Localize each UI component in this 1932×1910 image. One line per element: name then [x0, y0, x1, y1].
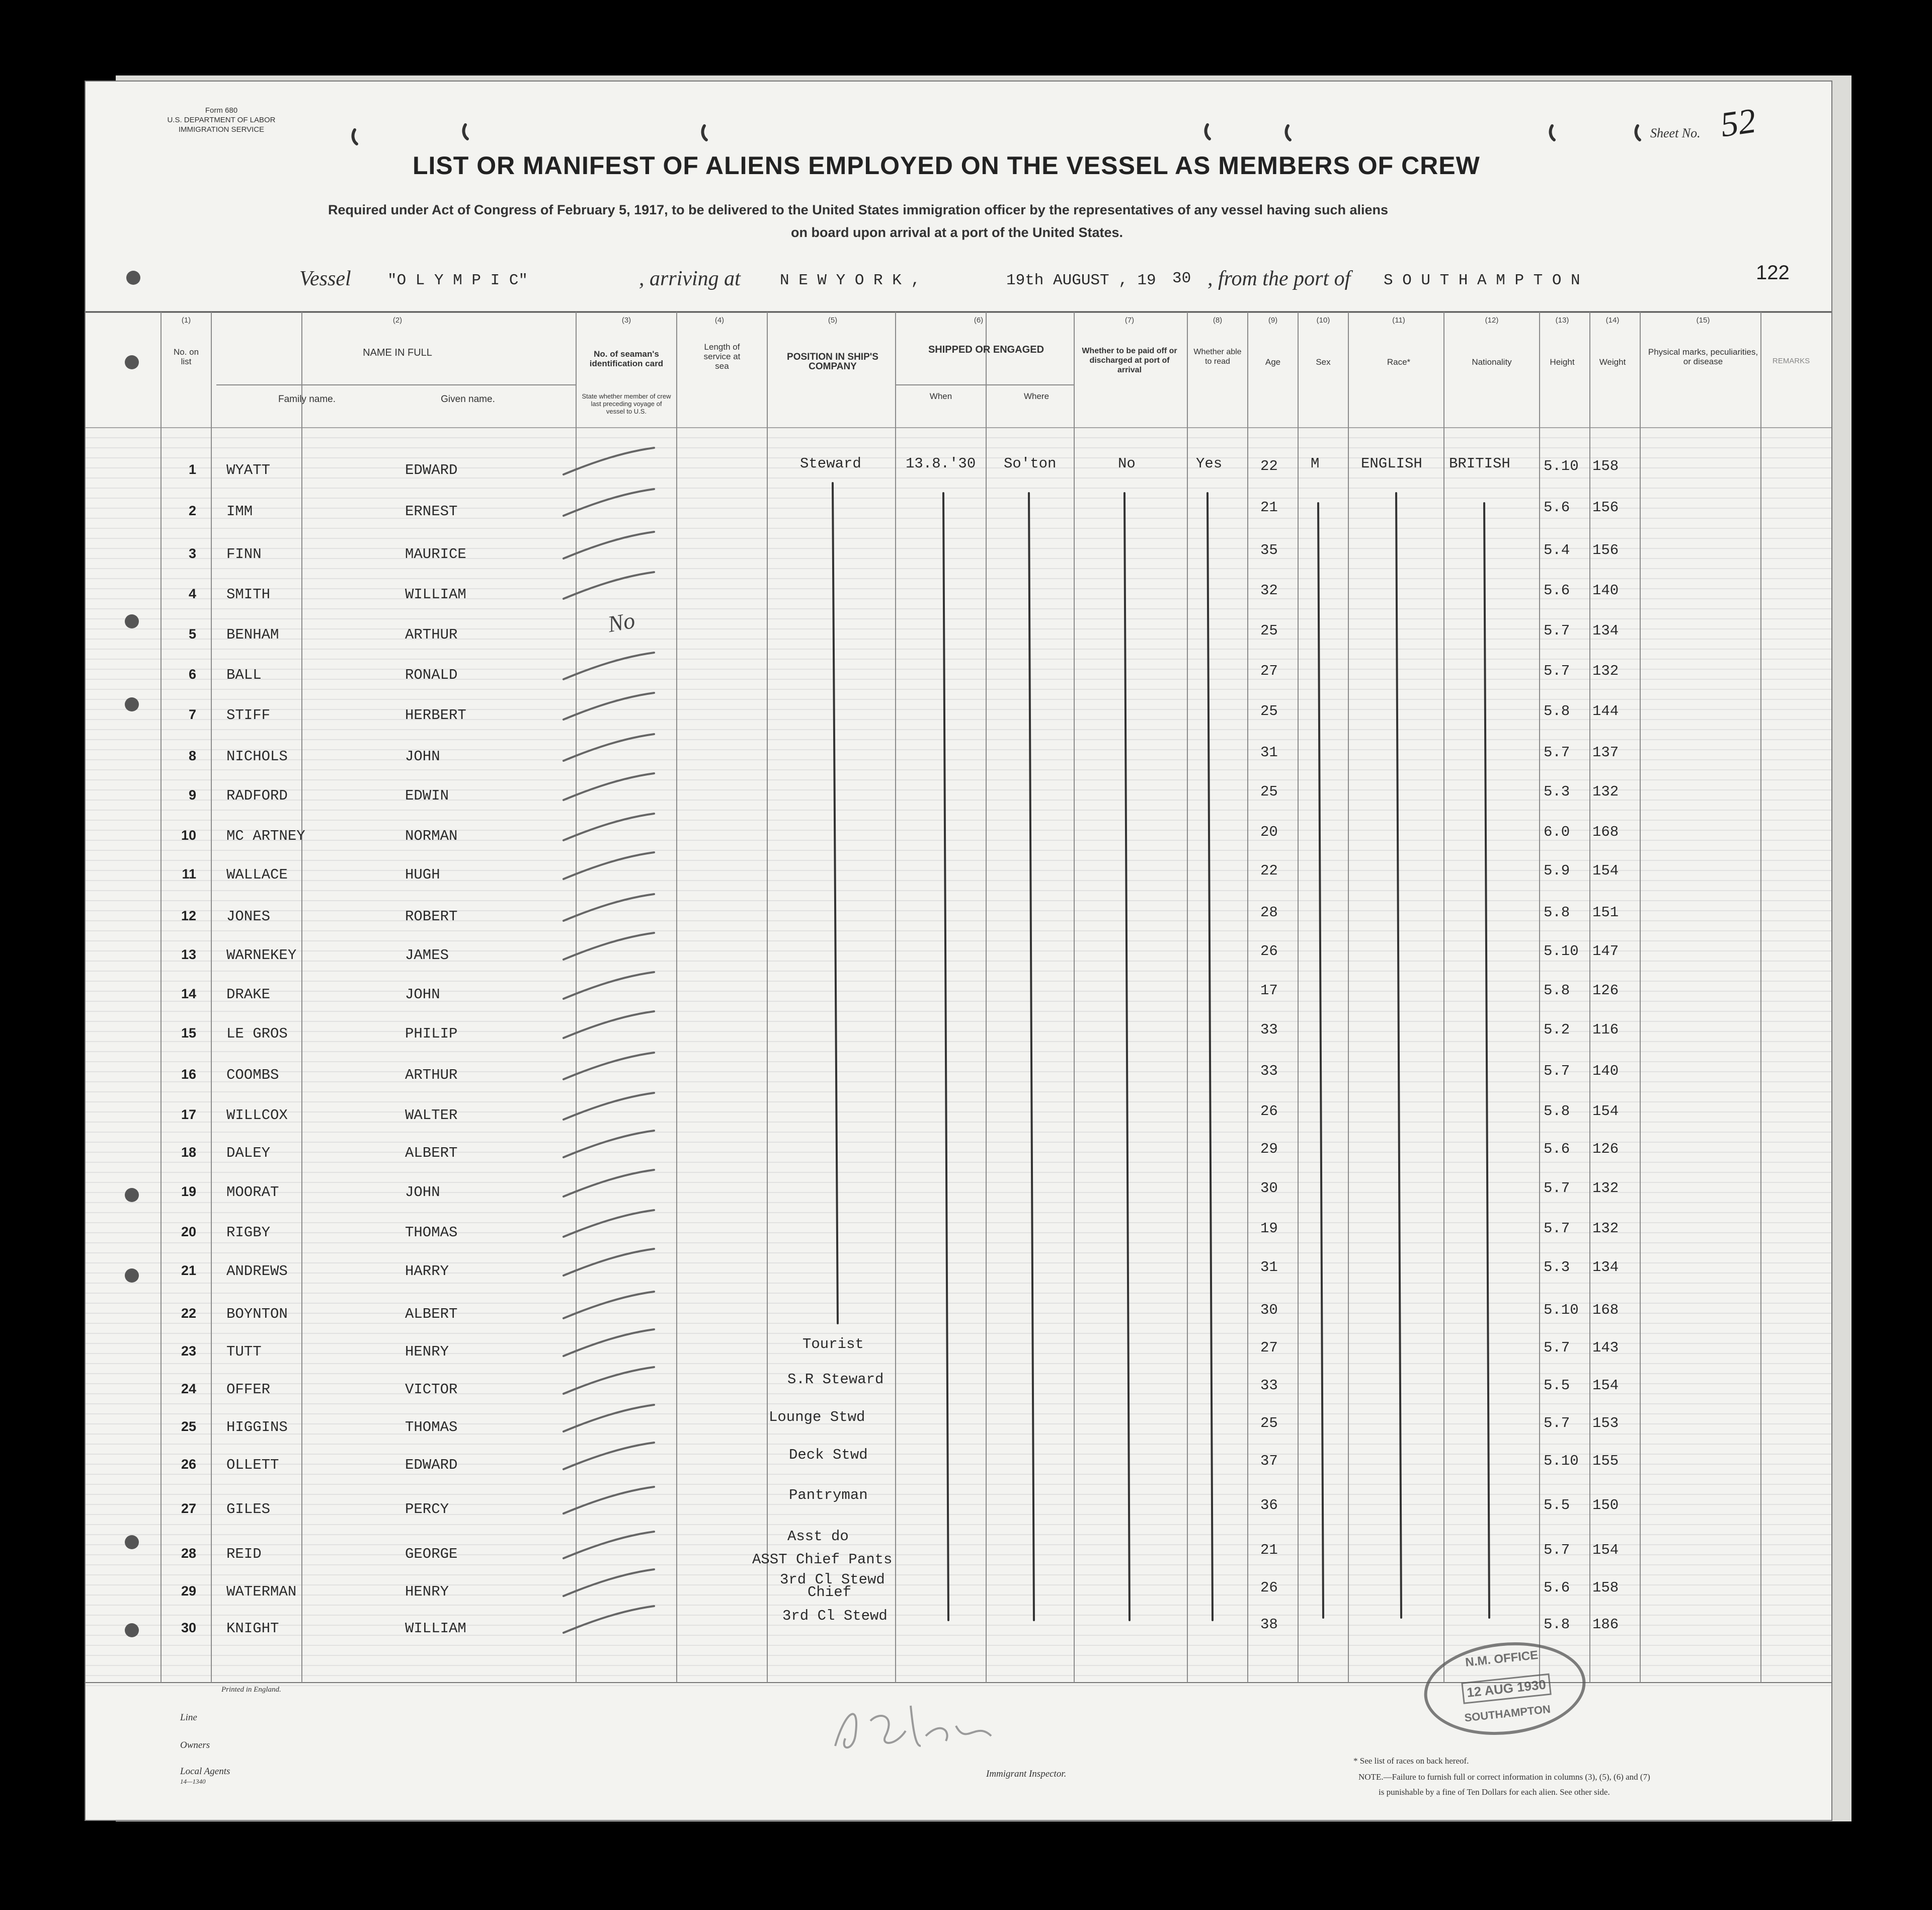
given-name: EDWIN	[405, 787, 449, 804]
row-number: 10	[181, 828, 196, 843]
row-number: 1	[188, 462, 196, 477]
weight-value: 154	[1592, 1377, 1619, 1394]
weight-value: 154	[1592, 1542, 1619, 1558]
row-number: 5	[188, 626, 196, 642]
age-value: 33	[1260, 1021, 1278, 1038]
position-entry: ASST Chief Pants	[752, 1551, 893, 1568]
height-value: 5.6	[1544, 499, 1570, 516]
col12-number: (12)	[1485, 316, 1499, 325]
weight-value: 116	[1592, 1021, 1619, 1038]
row-number: 21	[181, 1263, 196, 1278]
height-value: 5.7	[1544, 1542, 1570, 1558]
col3-number: (3)	[621, 316, 631, 325]
family-name: BENHAM	[226, 626, 279, 643]
given-name: GEORGE	[405, 1546, 458, 1562]
from-port-label: , from the port of	[1208, 267, 1351, 290]
age-value: 38	[1260, 1616, 1278, 1633]
family-name: WARNEKEY	[226, 947, 297, 964]
owners-label: Owners	[180, 1740, 210, 1750]
col12-heading: Nationality	[1472, 357, 1512, 367]
family-name: FINN	[226, 546, 262, 563]
col5-heading: POSITION IN SHIP'S COMPANY	[787, 352, 878, 372]
family-name: JONES	[226, 908, 271, 925]
stamp-date: 12 AUG 1930	[1461, 1674, 1552, 1704]
col7-number: (7)	[1124, 316, 1135, 325]
height-value: 5.7	[1544, 1339, 1570, 1356]
col13-heading: Height	[1550, 357, 1575, 367]
row-number: 13	[181, 947, 196, 962]
weight-value: 134	[1592, 622, 1619, 639]
age-value: 27	[1260, 1339, 1278, 1356]
row-number: 16	[181, 1067, 196, 1082]
col5-number: (5)	[828, 316, 838, 325]
weight-value: 126	[1592, 1141, 1619, 1157]
weight-value: 140	[1592, 582, 1619, 599]
age-value: 33	[1260, 1377, 1278, 1394]
position-entry: S.R Steward	[787, 1371, 884, 1388]
col2-given-heading: Given name.	[441, 394, 495, 405]
inspector-label: Immigrant Inspector.	[986, 1769, 1067, 1779]
height-value: 5.5	[1544, 1377, 1570, 1394]
given-name: ARTHUR	[405, 626, 458, 643]
weight-value: 156	[1592, 499, 1619, 516]
position-entry: Asst do	[787, 1528, 849, 1545]
weight-value: 126	[1592, 982, 1619, 999]
position-entry: Chief	[808, 1584, 852, 1601]
weight-value: 134	[1592, 1259, 1619, 1276]
race-note: * See list of races on back hereof.	[1353, 1756, 1469, 1766]
age-value: 25	[1260, 703, 1278, 720]
weight-value: 168	[1592, 824, 1619, 840]
row-number: 3	[188, 546, 196, 561]
shipped-when: 13.8.'30	[906, 455, 976, 472]
family-name: KNIGHT	[226, 1620, 279, 1637]
height-value: 5.7	[1544, 663, 1570, 679]
family-name: WILLCOX	[226, 1107, 288, 1124]
given-name: NORMAN	[405, 828, 458, 844]
weight-value: 150	[1592, 1497, 1619, 1514]
given-name: ERNEST	[405, 503, 458, 520]
family-name: LE GROS	[226, 1025, 288, 1042]
sheet-number: 52	[1718, 101, 1758, 145]
weight-value: 132	[1592, 663, 1619, 679]
given-name: MAURICE	[405, 546, 466, 563]
agents-label: Local Agents	[180, 1766, 230, 1777]
age-value: 35	[1260, 542, 1278, 559]
height-value: 5.7	[1544, 744, 1570, 761]
position-entry: 3rd Cl Stewd	[780, 1571, 885, 1588]
row-number: 12	[181, 908, 196, 923]
age-value: 28	[1260, 904, 1278, 921]
shipped-where: So'ton	[1004, 455, 1057, 472]
col6-heading: SHIPPED OR ENGAGED	[928, 344, 1044, 355]
given-name: HERBERT	[405, 707, 466, 724]
col8-number: (8)	[1213, 316, 1223, 325]
age-value: 30	[1260, 1180, 1278, 1197]
col6-number: (6)	[974, 316, 984, 325]
family-name: NICHOLS	[226, 748, 288, 765]
col4-number: (4)	[714, 316, 725, 325]
row-number: 30	[181, 1620, 196, 1635]
row-number: 23	[181, 1343, 196, 1359]
col3-heading: No. of seaman's identification card	[589, 349, 664, 368]
col1-number: (1)	[181, 316, 191, 325]
position-entry: Tourist	[802, 1336, 864, 1352]
departure-port: S O U T H A M P T O N	[1384, 272, 1580, 289]
given-name: ARTHUR	[405, 1067, 458, 1083]
col8-heading: Whether able to read	[1193, 348, 1242, 366]
weight-value: 158	[1592, 1579, 1619, 1596]
height-value: 5.8	[1544, 1616, 1570, 1633]
row-number: 25	[181, 1419, 196, 1434]
age-value: 26	[1260, 1103, 1278, 1120]
weight-value: 153	[1592, 1415, 1619, 1431]
vessel-label: Vessel	[299, 267, 351, 290]
age-value: 22	[1260, 458, 1278, 474]
weight-value: 155	[1592, 1453, 1619, 1469]
row-number: 2	[188, 503, 196, 518]
col6-when-heading: When	[929, 391, 952, 401]
col14-heading: Weight	[1599, 357, 1626, 367]
height-value: 5.10	[1544, 943, 1579, 960]
height-value: 6.0	[1544, 824, 1570, 840]
family-name: DRAKE	[226, 986, 271, 1003]
position-entry: 3rd Cl Stewd	[782, 1608, 888, 1624]
height-value: 5.7	[1544, 1180, 1570, 1197]
family-name: GILES	[226, 1501, 271, 1518]
page-number: 122	[1756, 262, 1790, 284]
age-value: 37	[1260, 1453, 1278, 1469]
family-name: WATERMAN	[226, 1583, 297, 1600]
height-value: 5.7	[1544, 1063, 1570, 1079]
given-name: HARRY	[405, 1263, 449, 1280]
weight-value: 137	[1592, 744, 1619, 761]
weight-value: 132	[1592, 783, 1619, 800]
col15-heading: Physical marks, peculiarities, or disease	[1648, 347, 1758, 366]
weight-value: 144	[1592, 703, 1619, 720]
height-value: 5.7	[1544, 1220, 1570, 1237]
subtitle-line-1: Required under Act of Congress of February 5, 1917, to be delivered to the United States immigration officer by the representatives of any vessel having such aliens	[328, 202, 1389, 217]
form-number: Form 680	[205, 106, 238, 115]
col11-heading: Race*	[1387, 357, 1411, 367]
col2-family-heading: Family name.	[278, 394, 336, 405]
height-value: 5.7	[1544, 1415, 1570, 1431]
col9-heading: Age	[1265, 357, 1281, 367]
age-value: 25	[1260, 783, 1278, 800]
family-name: HIGGINS	[226, 1419, 288, 1436]
printed-in-note: Printed in England.	[221, 1686, 281, 1694]
given-name: ALBERT	[405, 1306, 458, 1322]
height-value: 5.6	[1544, 582, 1570, 599]
stamp-top-text: N.M. OFFICE	[1465, 1648, 1539, 1669]
height-value: 5.2	[1544, 1021, 1570, 1038]
weight-value: 140	[1592, 1063, 1619, 1079]
given-name: WILLIAM	[405, 586, 466, 603]
col13-number: (13)	[1555, 316, 1569, 325]
col15-number: (15)	[1696, 316, 1710, 325]
age-value: 19	[1260, 1220, 1278, 1237]
form-code: 14—1340	[180, 1778, 206, 1785]
weight-value: 151	[1592, 904, 1619, 921]
col3-note: State whether member of crew last preceding voyage of vessel to U.S.	[582, 392, 671, 415]
weight-value: 156	[1592, 542, 1619, 559]
age-value: 30	[1260, 1302, 1278, 1318]
position-value: Steward	[800, 455, 861, 472]
col2-number: (2)	[392, 316, 403, 325]
row-number: 28	[181, 1546, 196, 1561]
age-value: 31	[1260, 744, 1278, 761]
subtitle-line-2: on board upon arrival at a port of the United States.	[791, 225, 1123, 240]
age-value: 20	[1260, 824, 1278, 840]
family-name: RADFORD	[226, 787, 288, 804]
col10-number: (10)	[1316, 316, 1330, 325]
family-name: RIGBY	[226, 1224, 271, 1241]
weight-value: 132	[1592, 1180, 1619, 1197]
given-name: PHILIP	[405, 1025, 458, 1042]
family-name: OFFER	[226, 1381, 271, 1398]
given-name: WILLIAM	[405, 1620, 466, 1637]
row-number: 6	[188, 667, 196, 682]
given-name: JOHN	[405, 748, 440, 765]
arriving-label: , arriving at	[639, 267, 741, 290]
age-value: 25	[1260, 1415, 1278, 1431]
weight-value: 168	[1592, 1302, 1619, 1318]
weight-value: 143	[1592, 1339, 1619, 1356]
row-number: 9	[188, 787, 196, 803]
row-number: 22	[181, 1306, 196, 1321]
family-name: OLLETT	[226, 1457, 279, 1473]
sheet-label: Sheet No.	[1650, 126, 1701, 140]
family-name: REID	[226, 1546, 262, 1562]
height-value: 5.5	[1544, 1497, 1570, 1514]
row-number: 11	[182, 866, 196, 882]
given-name: VICTOR	[405, 1381, 458, 1398]
position-entry: Pantryman	[789, 1487, 868, 1503]
given-name: JOHN	[405, 1184, 440, 1201]
height-value: 5.3	[1544, 1259, 1570, 1276]
given-name: PERCY	[405, 1501, 449, 1518]
row-number: 14	[181, 986, 196, 1001]
penalty-note-2: is punishable by a fine of Ten Dollars for each alien. See other side.	[1379, 1787, 1610, 1797]
age-value: 26	[1260, 1579, 1278, 1596]
height-value: 5.8	[1544, 1103, 1570, 1120]
col14-number: (14)	[1605, 316, 1620, 325]
age-value: 33	[1260, 1063, 1278, 1079]
given-name: EDWARD	[405, 462, 458, 479]
given-name: JAMES	[405, 947, 449, 964]
age-value: 32	[1260, 582, 1278, 599]
height-value: 5.10	[1544, 1453, 1579, 1469]
able-to-read-value: Yes	[1196, 455, 1223, 472]
age-value: 22	[1260, 862, 1278, 879]
height-value: 5.6	[1544, 1579, 1570, 1596]
age-value: 25	[1260, 622, 1278, 639]
family-name: MOORAT	[226, 1184, 279, 1201]
height-value: 5.7	[1544, 622, 1570, 639]
given-name: ROBERT	[405, 908, 458, 925]
given-name: THOMAS	[405, 1224, 458, 1241]
row-number: 26	[181, 1457, 196, 1472]
height-value: 5.3	[1544, 783, 1570, 800]
given-name: HENRY	[405, 1343, 449, 1360]
col1-heading: No. on list	[173, 347, 199, 366]
height-value: 5.10	[1544, 1302, 1579, 1318]
given-name: EDWARD	[405, 1457, 458, 1473]
family-name: STIFF	[226, 707, 271, 724]
weight-value: 186	[1592, 1616, 1619, 1633]
col4-heading: Length of service at sea	[703, 342, 741, 371]
family-name: MC ARTNEY	[226, 828, 305, 844]
col10-heading: Sex	[1316, 357, 1331, 367]
family-name: WYATT	[226, 462, 271, 479]
height-value: 5.9	[1544, 862, 1570, 879]
family-name: BOYNTON	[226, 1306, 288, 1322]
age-value: 26	[1260, 943, 1278, 960]
family-name: TUTT	[226, 1343, 262, 1360]
department-name: U.S. DEPARTMENT OF LABOR	[167, 116, 276, 124]
given-name: JOHN	[405, 986, 440, 1003]
height-value: 5.8	[1544, 904, 1570, 921]
penalty-note-1: NOTE.—Failure to furnish full or correct information in columns (3), (5), (6) and (7)	[1358, 1772, 1650, 1782]
col2-heading: NAME IN FULL	[363, 347, 432, 358]
nationality-value: BRITISH	[1449, 455, 1510, 472]
given-name: THOMAS	[405, 1419, 458, 1436]
row-number: 15	[181, 1025, 196, 1041]
sex-value: M	[1311, 455, 1320, 472]
arrival-port: N E W Y O R K ,	[780, 272, 921, 289]
position-entry: Lounge Stwd	[769, 1409, 865, 1425]
stamp-bottom-text: SOUTHAMPTON	[1464, 1702, 1551, 1724]
family-name: DALEY	[226, 1145, 271, 1161]
position-entry: Deck Stwd	[789, 1447, 868, 1463]
given-name: ALBERT	[405, 1145, 458, 1161]
remarks-heading: REMARKS	[1772, 357, 1810, 365]
height-value: 5.8	[1544, 703, 1570, 720]
family-name: ANDREWS	[226, 1263, 288, 1280]
race-value: ENGLISH	[1361, 455, 1422, 472]
col9-number: (9)	[1268, 316, 1278, 325]
row-number: 7	[188, 707, 196, 722]
family-name: WALLACE	[226, 866, 288, 883]
weight-value: 147	[1592, 943, 1619, 960]
age-value: 21	[1260, 1542, 1278, 1558]
col6-where-heading: Where	[1023, 391, 1050, 401]
vessel-name: "O L Y M P I C"	[387, 272, 528, 289]
col11-number: (11)	[1392, 316, 1405, 325]
family-name: COOMBS	[226, 1067, 279, 1083]
weight-value: 132	[1592, 1220, 1619, 1237]
row-number: 19	[181, 1184, 196, 1199]
age-value: 29	[1260, 1141, 1278, 1157]
row-number: 17	[181, 1107, 196, 1122]
given-name: HENRY	[405, 1583, 449, 1600]
row-number: 4	[188, 586, 196, 601]
age-value: 31	[1260, 1259, 1278, 1276]
inspector-signature	[825, 1691, 1016, 1761]
age-value: 36	[1260, 1497, 1278, 1514]
height-value: 5.10	[1544, 458, 1579, 474]
row-number: 29	[181, 1583, 196, 1599]
line-label: Line	[180, 1712, 197, 1723]
row-number: 18	[181, 1145, 196, 1160]
family-name: IMM	[226, 503, 253, 520]
age-value: 27	[1260, 663, 1278, 679]
family-name: SMITH	[226, 586, 271, 603]
row-number: 27	[181, 1501, 196, 1516]
given-name: HUGH	[405, 866, 440, 883]
card-handwritten-note: No	[605, 607, 637, 638]
weight-value: 154	[1592, 862, 1619, 879]
given-name: RONALD	[405, 667, 458, 683]
height-value: 5.6	[1544, 1141, 1570, 1157]
paid-off-value: No	[1118, 455, 1136, 472]
age-value: 21	[1260, 499, 1278, 516]
weight-value: 154	[1592, 1103, 1619, 1120]
arrival-date: 19th AUGUST , 19	[1006, 272, 1156, 289]
height-value: 5.4	[1544, 542, 1570, 559]
row-number: 8	[188, 748, 196, 763]
family-name: BALL	[226, 667, 262, 683]
col7-heading: Whether to be paid off or discharged at port of arrival	[1082, 347, 1177, 374]
weight-value: 158	[1592, 458, 1619, 474]
service-name: IMMIGRATION SERVICE	[178, 125, 265, 134]
row-number: 24	[181, 1381, 196, 1396]
manifest-title: LIST OR MANIFEST OF ALIENS EMPLOYED ON THE VESSEL AS MEMBERS OF CREW	[413, 151, 1480, 180]
arrival-year-suffix: 30	[1172, 270, 1191, 287]
height-value: 5.8	[1544, 982, 1570, 999]
age-value: 17	[1260, 982, 1278, 999]
given-name: WALTER	[405, 1107, 458, 1124]
row-number: 20	[181, 1224, 196, 1239]
